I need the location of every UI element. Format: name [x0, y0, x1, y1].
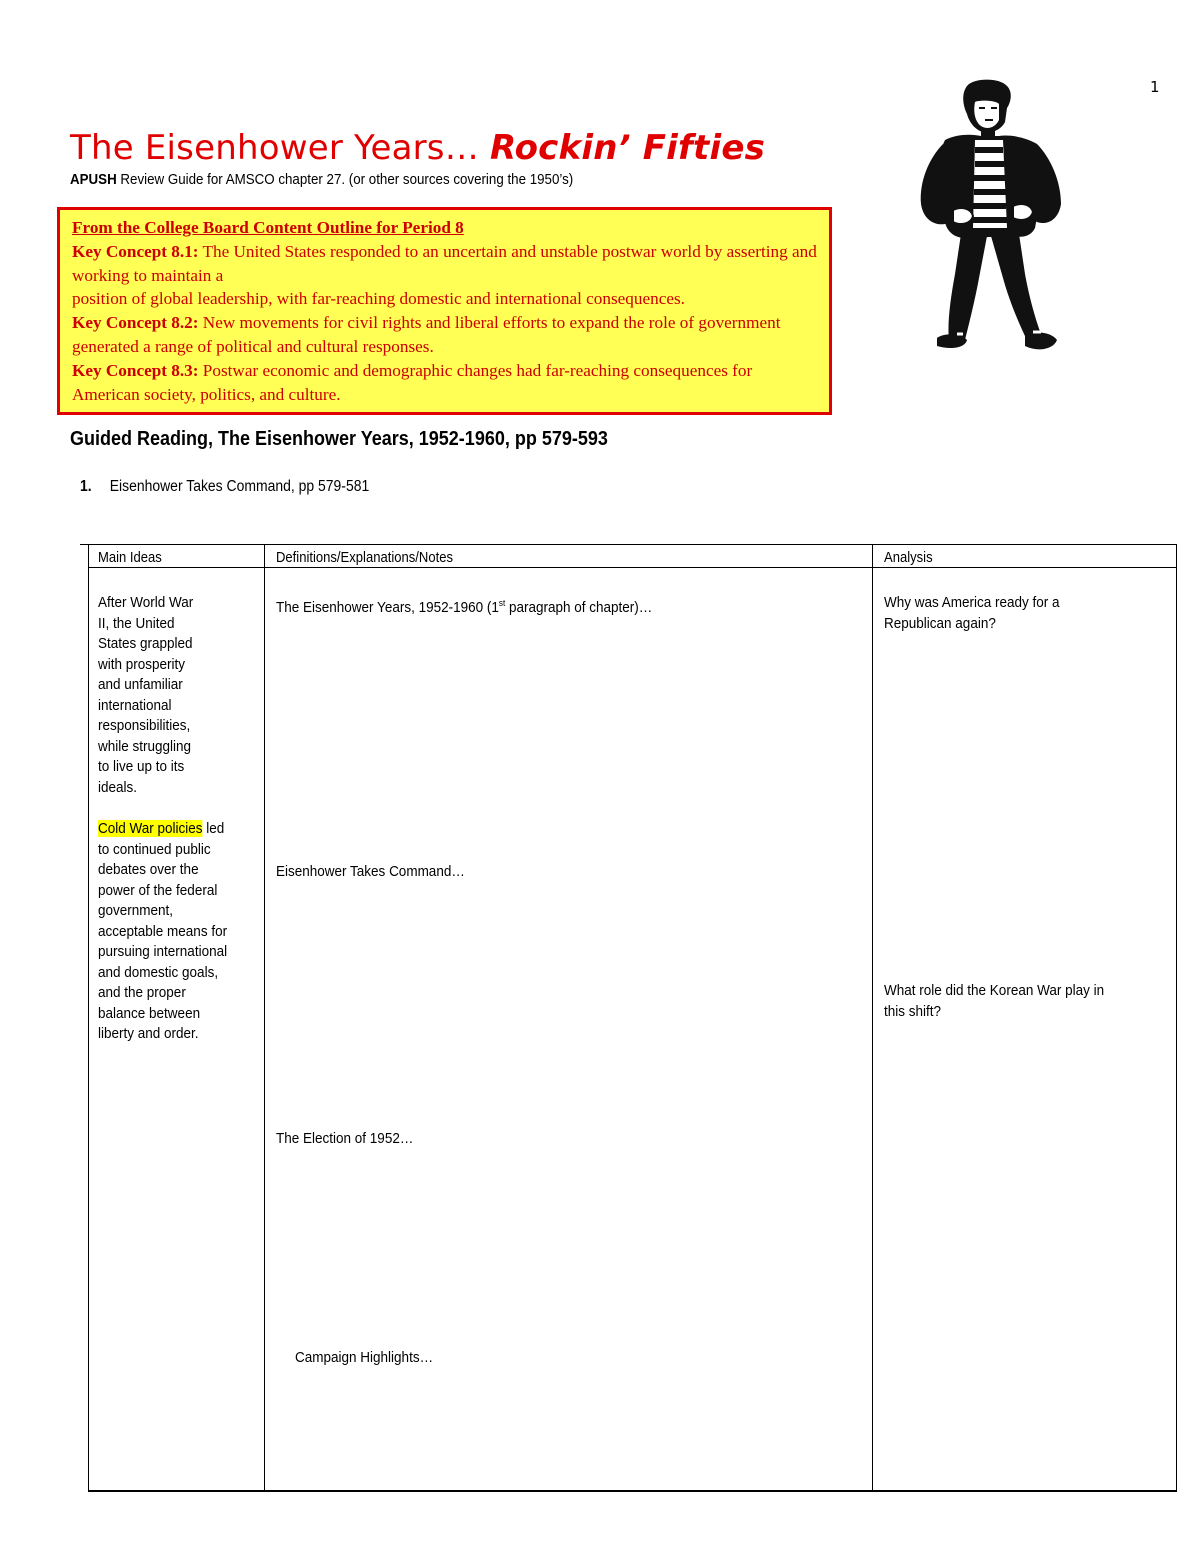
column-header-analysis: Analysis: [884, 550, 933, 566]
main-idea-line: and unfamiliar: [98, 676, 183, 693]
table-header-divider: [88, 567, 1177, 568]
key-concept-label: Key Concept 8.1:: [72, 241, 199, 261]
note-heading-eisenhower-years: [276, 593, 652, 619]
page-number: 1: [1150, 78, 1160, 96]
title-main: The Eisenhower Years…: [70, 128, 479, 168]
main-idea-line: international: [98, 696, 172, 714]
main-idea-line: while struggling: [98, 737, 192, 755]
table-right-border: [1176, 544, 1177, 1491]
main-idea-line: pursuing international: [98, 943, 228, 960]
main-idea-line: After World War: [98, 594, 194, 611]
table-top-border: [80, 544, 1177, 545]
page-title: [70, 128, 765, 168]
section-number: 1.: [80, 478, 92, 495]
section-label: Eisenhower Takes Command, pp 579-581: [109, 478, 370, 495]
main-idea-line: power of the federal: [98, 881, 218, 899]
main-idea-line: responsibilities,: [98, 717, 191, 734]
subtitle: [70, 172, 573, 188]
note-text: paragraph of chapter)…: [505, 599, 653, 616]
highlighted-term: Cold War policies: [98, 820, 203, 837]
note-heading-campaign-highlights: Campaign Highlights…: [295, 1349, 434, 1366]
main-idea-text: led: [202, 820, 225, 837]
column-header-main-ideas: Main Ideas: [98, 550, 162, 566]
main-idea-line: ideals.: [98, 778, 138, 796]
note-text: The Eisenhower Years, 1952-1960 (1: [276, 599, 499, 616]
main-idea-line: with prosperity: [98, 655, 186, 673]
main-idea-line: to continued public: [98, 840, 211, 858]
key-concept-label: Key Concept 8.2:: [72, 313, 199, 333]
subtitle-rest: Review Guide for AMSCO chapter 27. (or other sources covering the 1950’s): [120, 172, 574, 188]
table-column-divider: [872, 544, 873, 1491]
main-ideas-cell: [98, 593, 260, 1045]
note-heading-takes-command: Eisenhower Takes Command…: [276, 863, 465, 880]
section-item: [80, 478, 369, 496]
dancing-figure-illustration: [895, 78, 1085, 356]
content-outline-heading: From the College Board Content Outline for Period 8: [72, 218, 464, 237]
guided-reading-heading: Guided Reading, The Eisenhower Years, 1952-1960, pp 579-593: [70, 428, 608, 450]
key-concept-text: New movements for civil rights and liberal efforts to expand the role of government generated a range of political and cultural responses.: [72, 313, 781, 356]
main-idea-line: and domestic goals,: [98, 963, 219, 981]
main-idea-line: [98, 819, 260, 840]
main-idea-line: government,: [98, 902, 174, 919]
main-idea-line: II, the United: [98, 614, 175, 632]
main-idea-line: liberty and order.: [98, 1025, 199, 1042]
table-bottom-border: [88, 1490, 1177, 1492]
subtitle-bold: APUSH: [70, 172, 117, 188]
table-left-border: [88, 544, 89, 1491]
key-concept-text: Postwar economic and demographic changes had far-reaching consequences for American society, politics, and culture.: [72, 360, 753, 404]
main-idea-line: States grappled: [98, 635, 193, 652]
key-concept-8-1-continuation: position of global leadership, with far-reaching domestic and international consequences.: [72, 289, 685, 309]
title-accent: Rockin’ Fifties: [489, 128, 766, 168]
note-superscript: st: [498, 598, 506, 608]
analysis-line: this shift?: [884, 1002, 942, 1020]
note-heading-election-1952: The Election of 1952…: [276, 1130, 414, 1147]
key-concept-8-3: [72, 359, 819, 407]
main-idea-line: debates over the: [98, 861, 199, 878]
key-concept-8-2: [72, 311, 819, 359]
main-idea-line: balance between: [98, 1004, 201, 1022]
main-idea-line: acceptable means for: [98, 922, 228, 940]
key-concept-text: The United States responded to an uncertain and unstable postwar world by asserting and working to maintain a: [72, 241, 817, 285]
analysis-line: What role did the Korean War play in: [884, 982, 1105, 999]
analysis-line: Why was America ready for a: [884, 594, 1060, 611]
analysis-question-1: [884, 593, 1060, 634]
main-idea-line: and the proper: [98, 984, 186, 1001]
key-concept-8-1: [72, 240, 819, 288]
column-header-notes: Definitions/Explanations/Notes: [276, 550, 454, 566]
key-concept-label: Key Concept 8.3:: [72, 360, 199, 380]
analysis-question-2: [884, 981, 1104, 1022]
content-outline-box: [57, 207, 832, 415]
analysis-line: Republican again?: [884, 614, 996, 632]
table-column-divider: [264, 544, 265, 1491]
main-idea-line: to live up to its: [98, 758, 185, 775]
